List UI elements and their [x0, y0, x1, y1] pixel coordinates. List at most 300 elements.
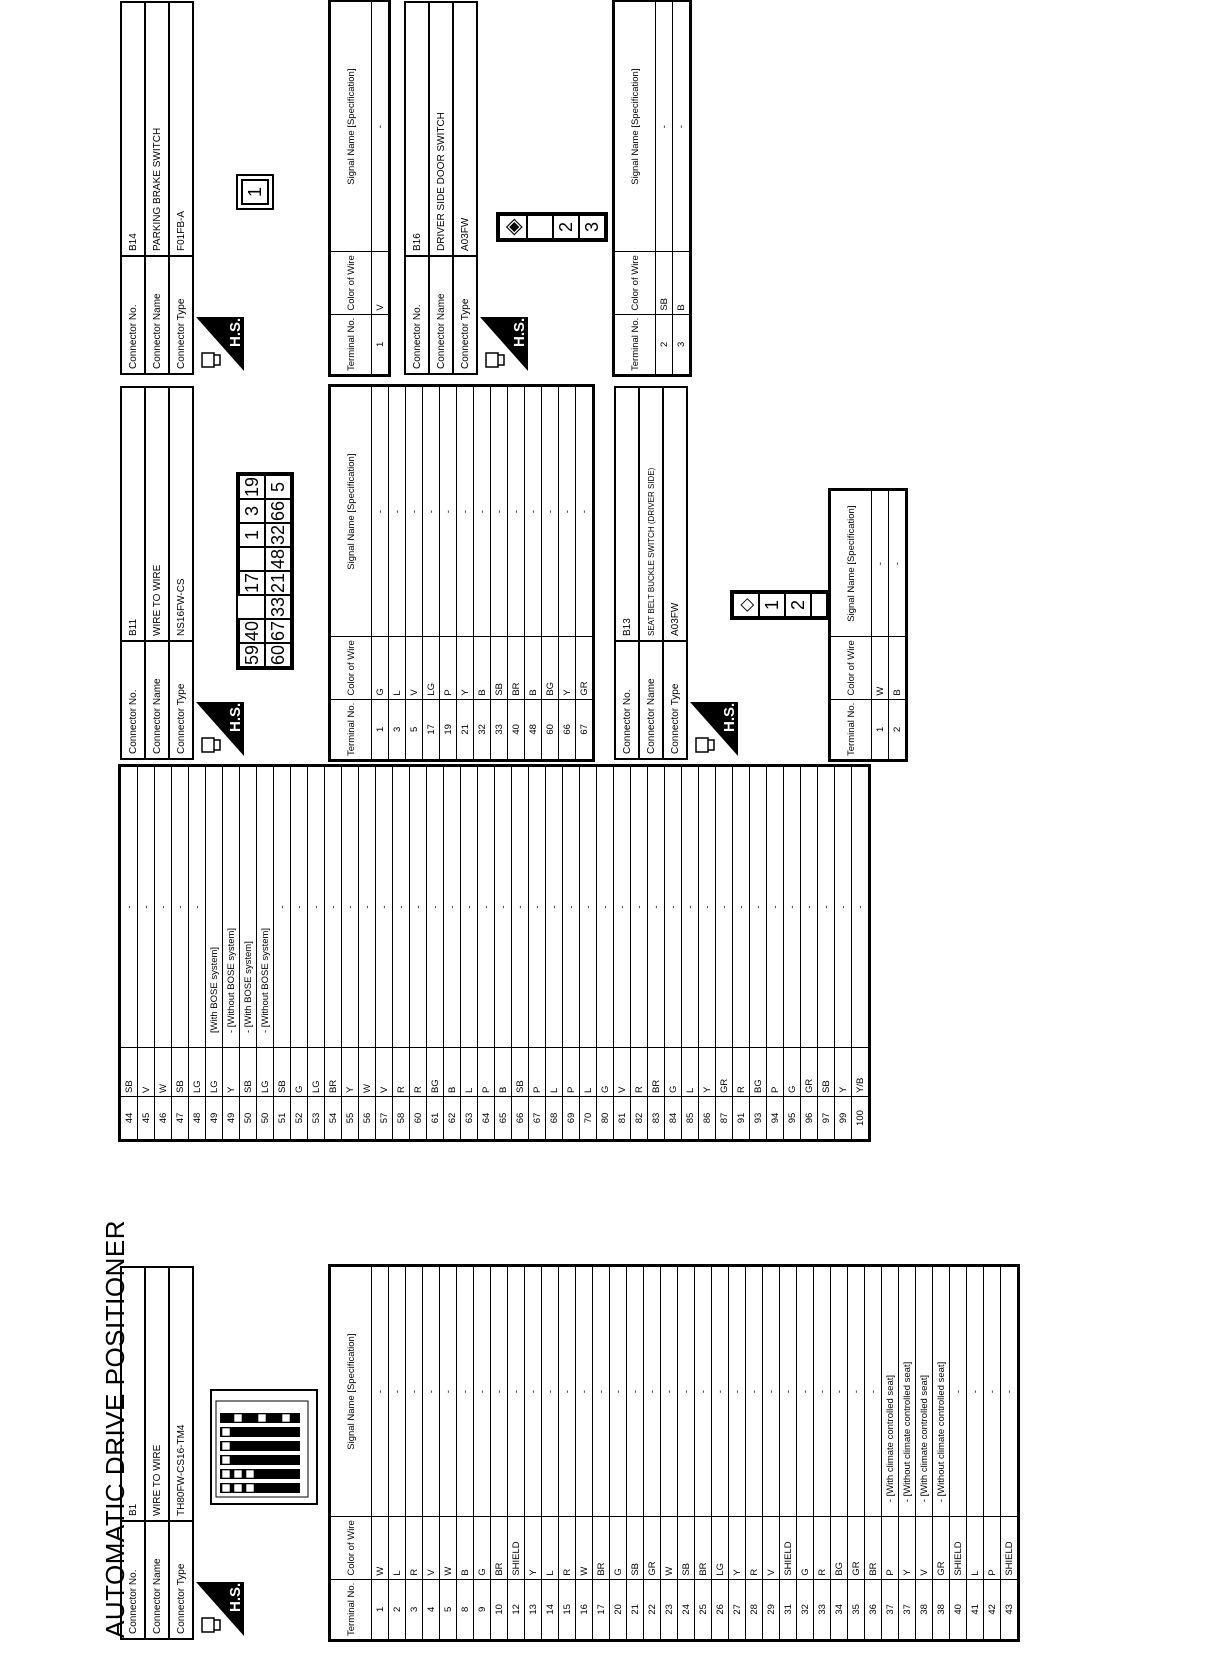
label-connector-no: Connector No. [615, 641, 639, 759]
pin-label: 67 [265, 619, 291, 643]
wire-color: P [767, 1048, 784, 1097]
pin-label: 5 [265, 475, 291, 499]
table-row [712, 1267, 729, 1640]
terminal-no: 82 [631, 1097, 648, 1140]
header-terminal-no: Terminal No. [331, 314, 372, 374]
wire-color: W [661, 1517, 678, 1579]
table-row [308, 767, 325, 1140]
table-row [542, 387, 559, 760]
svg-text:H.S.: H.S. [511, 317, 528, 347]
signal-name: - [814, 1267, 831, 1517]
signal-name: - [763, 1267, 780, 1517]
table-row [1001, 1267, 1018, 1640]
header-color-of-wire: Color of Wire [331, 1517, 372, 1579]
label-connector-type: Connector Type [453, 256, 477, 374]
terminal-no: 1 [372, 314, 389, 374]
wire-color: R [406, 1517, 423, 1579]
signal-name: - [889, 491, 906, 637]
terminal-no: 60 [542, 699, 559, 759]
terminal-no: 27 [729, 1579, 746, 1639]
table-row [372, 387, 389, 760]
signal-name: - [559, 1267, 576, 1517]
table-row [189, 767, 206, 1140]
wire-color: BR [695, 1517, 712, 1579]
wire-color: Y [899, 1517, 916, 1579]
terminal-no: 50 [240, 1097, 257, 1140]
signal-name: - [576, 1267, 593, 1517]
terminal-no: 97 [818, 1097, 835, 1140]
pin-label: 60 [265, 643, 291, 667]
b1-connector-no: B1 [121, 1267, 145, 1521]
wire-color: SHIELD [508, 1517, 525, 1579]
terminal-no: 53 [308, 1097, 325, 1140]
signal-name: - [121, 767, 138, 1048]
table-row [967, 1267, 984, 1640]
wire-color: W [872, 637, 889, 699]
terminal-no: 54 [325, 1097, 342, 1140]
table-row [406, 387, 423, 760]
signal-name: - [274, 767, 291, 1048]
terminal-no: 1 [372, 699, 389, 759]
terminal-no: 23 [661, 1579, 678, 1639]
wire-color: L [546, 1048, 563, 1097]
signal-name: - [440, 1267, 457, 1517]
table-header [331, 387, 372, 760]
label-connector-name: Connector Name [145, 256, 169, 374]
table-row [580, 767, 597, 1140]
wire-color: L [682, 1048, 699, 1097]
terminal-no: 15 [559, 1579, 576, 1639]
b14-connector-no: B14 [121, 2, 145, 256]
connector-b14-info [120, 1, 194, 375]
wire-color: P [440, 637, 457, 699]
table-header [331, 1267, 372, 1640]
table-row [342, 767, 359, 1140]
signal-name: - [508, 1267, 525, 1517]
wire-color: V [376, 1048, 393, 1097]
signal-name: - [542, 387, 559, 637]
terminal-no: 33 [814, 1579, 831, 1639]
signal-name: - [729, 1267, 746, 1517]
terminal-no: 40 [950, 1579, 967, 1639]
terminal-no: 17 [593, 1579, 610, 1639]
table-row [984, 1267, 1001, 1640]
table-row [767, 767, 784, 1140]
table-row [780, 1267, 797, 1640]
b11-connector-no: B11 [121, 387, 145, 641]
label-connector-type: Connector Type [169, 1521, 193, 1639]
table-row [393, 767, 410, 1140]
table-row [389, 1267, 406, 1640]
table-row [631, 767, 648, 1140]
signal-name: - [308, 767, 325, 1048]
wire-color: GR [848, 1517, 865, 1579]
wire-color: BG [831, 1517, 848, 1579]
wire-color: GR [933, 1517, 950, 1579]
signal-name: - [Without BOSE system] [257, 767, 274, 1048]
signal-name: - [508, 387, 525, 637]
signal-name: - [682, 767, 699, 1048]
table-row [457, 1267, 474, 1640]
b16-connector-type: A03FW [453, 2, 477, 256]
table-row [865, 1267, 882, 1640]
table-row [291, 767, 308, 1140]
signal-name: - [512, 767, 529, 1048]
label-connector-name: Connector Name [145, 641, 169, 759]
table-row [899, 1267, 916, 1640]
signal-name: - [627, 1267, 644, 1517]
table-row [665, 767, 682, 1140]
hs-icon [196, 317, 244, 371]
terminal-no: 22 [644, 1579, 661, 1639]
wire-color: LG [423, 637, 440, 699]
signal-name: - [491, 1267, 508, 1517]
wire-color: BR [865, 1517, 882, 1579]
signal-name: - [559, 387, 576, 637]
table-row [491, 1267, 508, 1640]
wire-color: B [457, 1517, 474, 1579]
terminal-no: 31 [780, 1579, 797, 1639]
terminal-no: 86 [699, 1097, 716, 1140]
signal-name: - [563, 767, 580, 1048]
header-color-of-wire: Color of Wire [331, 252, 372, 314]
table-row [559, 1267, 576, 1640]
b13-pin-table [830, 490, 906, 760]
wire-color: GR [716, 1048, 733, 1097]
terminal-no: 41 [967, 1579, 984, 1639]
b11-connector-face [236, 472, 294, 670]
table-row [410, 767, 427, 1140]
signal-name: - [With climate controlled seat] [882, 1267, 899, 1517]
wire-color: BG [542, 637, 559, 699]
wire-color: BR [648, 1048, 665, 1097]
wire-color: SB [121, 1048, 138, 1097]
wire-color: BR [508, 637, 525, 699]
table-row [818, 767, 835, 1140]
table-row [831, 1267, 848, 1640]
wire-color: P [984, 1517, 1001, 1579]
table-row [478, 767, 495, 1140]
pin-label: 21 [265, 571, 291, 595]
terminal-no: 85 [682, 1097, 699, 1140]
signal-name: - [372, 1267, 389, 1517]
header-signal-name: Signal Name [Specification] [331, 387, 372, 637]
wire-color: SB [627, 1517, 644, 1579]
table-row [512, 767, 529, 1140]
terminal-no: 49 [206, 1097, 223, 1140]
blank-slot [811, 593, 827, 617]
connector-b11-info [120, 386, 194, 760]
pin-label: 17 [239, 571, 265, 595]
wire-color: V [763, 1517, 780, 1579]
signal-name: - [665, 767, 682, 1048]
terminal-no: 38 [933, 1579, 950, 1639]
wire-color: LG [308, 1048, 325, 1097]
wire-color: G [784, 1048, 801, 1097]
table-row [546, 767, 563, 1140]
pin-label: 32 [265, 523, 291, 547]
table-row [673, 2, 690, 375]
wire-color: B [889, 637, 906, 699]
wire-color: Y [525, 1517, 542, 1579]
table-row [644, 1267, 661, 1640]
signal-name: - [872, 491, 889, 637]
wire-color: R [746, 1517, 763, 1579]
wire-color: W [155, 1048, 172, 1097]
pin-label: 33 [265, 595, 291, 619]
signal-name: - [1001, 1267, 1018, 1517]
wire-color: G [291, 1048, 308, 1097]
b1-pin-table-2 [120, 766, 869, 1140]
wire-color: BR [593, 1517, 610, 1579]
table-row [542, 1267, 559, 1640]
wire-color: V [406, 637, 423, 699]
key-slot [239, 547, 265, 571]
terminal-no: 57 [376, 1097, 393, 1140]
terminal-no: 40 [508, 699, 525, 759]
pin-label: 19 [239, 475, 265, 499]
table-header [615, 2, 656, 375]
pin-label: 3 [239, 499, 265, 523]
signal-name: - [Without BOSE system] [223, 767, 240, 1048]
table-row [559, 387, 576, 760]
signal-name: - [576, 387, 593, 637]
table-row [274, 767, 291, 1140]
signal-name: - [716, 767, 733, 1048]
wire-color: LG [189, 1048, 206, 1097]
terminal-no: 4 [423, 1579, 440, 1639]
header-terminal-no: Terminal No. [615, 314, 656, 374]
table-row [376, 767, 393, 1140]
terminal-no: 26 [712, 1579, 729, 1639]
table-header [331, 2, 372, 375]
table-row [474, 387, 491, 760]
signal-name: - [542, 1267, 559, 1517]
page-title: AUTOMATIC DRIVE POSITIONER [100, 1220, 130, 1638]
terminal-no: 21 [457, 699, 474, 759]
terminal-no: 45 [138, 1097, 155, 1140]
terminal-no: 48 [525, 699, 542, 759]
signal-name: - [865, 1267, 882, 1517]
b13-connector-no: B13 [615, 387, 639, 641]
wire-color: Y [342, 1048, 359, 1097]
pin-label: 2 [553, 215, 579, 239]
table-row [372, 2, 389, 375]
terminal-no: 32 [797, 1579, 814, 1639]
signal-name: - [852, 767, 869, 1048]
signal-name: - [801, 767, 818, 1048]
terminal-no: 42 [984, 1579, 1001, 1639]
table-row [525, 387, 542, 760]
terminal-no: 66 [512, 1097, 529, 1140]
header-signal-name: Signal Name [Specification] [615, 2, 656, 252]
header-terminal-no: Terminal No. [831, 699, 872, 759]
signal-name: - [656, 2, 673, 252]
header-signal-name: Signal Name [Specification] [331, 1267, 372, 1517]
b16-connector-name: DRIVER SIDE DOOR SWITCH [429, 2, 453, 256]
terminal-no: 69 [563, 1097, 580, 1140]
wire-color: Y [835, 1048, 852, 1097]
wire-color: V [916, 1517, 933, 1579]
signal-name: - [699, 767, 716, 1048]
wire-color: SB [172, 1048, 189, 1097]
signal-name: - [189, 767, 206, 1048]
wire-color: P [478, 1048, 495, 1097]
header-color-of-wire: Color of Wire [331, 637, 372, 699]
terminal-no: 55 [342, 1097, 359, 1140]
wire-color: V [614, 1048, 631, 1097]
terminal-no: 100 [852, 1097, 869, 1140]
signal-name: - [393, 767, 410, 1048]
signal-name: - [389, 1267, 406, 1517]
signal-name: - [474, 1267, 491, 1517]
b1-connector-type: TH80FW-CS16-TM4 [169, 1267, 193, 1521]
table-row [597, 767, 614, 1140]
terminal-no: 9 [474, 1579, 491, 1639]
pin-label: 66 [265, 499, 291, 523]
terminal-no: 66 [559, 699, 576, 759]
table-row [699, 767, 716, 1140]
table-row [801, 767, 818, 1140]
signal-name: - [648, 767, 665, 1048]
table-row [423, 1267, 440, 1640]
label-connector-type: Connector Type [663, 641, 687, 759]
header-color-of-wire: Color of Wire [831, 637, 872, 699]
pin-label: 3 [579, 215, 605, 239]
signal-name: - [580, 767, 597, 1048]
terminal-no: 28 [746, 1579, 763, 1639]
signal-name: - [831, 1267, 848, 1517]
signal-name: - [746, 1267, 763, 1517]
terminal-no: 32 [474, 699, 491, 759]
hs-icon [196, 1582, 244, 1636]
wire-color: Y [223, 1048, 240, 1097]
label-connector-type: Connector Type [169, 256, 193, 374]
wire-color: W [359, 1048, 376, 1097]
table-row [872, 491, 889, 760]
wire-color: BR [491, 1517, 508, 1579]
wire-color: SB [656, 252, 673, 314]
signal-name: - [712, 1267, 729, 1517]
wire-color: BG [750, 1048, 767, 1097]
b1-pin-table-1 [330, 1266, 1018, 1640]
header-color-of-wire: Color of Wire [615, 252, 656, 314]
b14-connector-type: F01FB-A [169, 2, 193, 256]
signal-name: - [678, 1267, 695, 1517]
wire-color: Y [729, 1517, 746, 1579]
wire-color: BR [325, 1048, 342, 1097]
signal-name: - [818, 767, 835, 1048]
signal-name: - [848, 1267, 865, 1517]
wire-color: LG [206, 1048, 223, 1097]
terminal-no: 52 [291, 1097, 308, 1140]
terminal-no: 99 [835, 1097, 852, 1140]
wire-color: L [461, 1048, 478, 1097]
svg-text:H.S.: H.S. [721, 702, 738, 732]
signal-name: - [410, 767, 427, 1048]
table-row [784, 767, 801, 1140]
table-row [223, 767, 240, 1140]
table-row [457, 387, 474, 760]
terminal-no: 46 [155, 1097, 172, 1140]
wire-color: GR [576, 637, 593, 699]
wire-color: SB [240, 1048, 257, 1097]
terminal-no: 94 [767, 1097, 784, 1140]
signal-name: - [950, 1267, 967, 1517]
wire-color: SB [678, 1517, 695, 1579]
signal-name: - [406, 1267, 423, 1517]
table-row [389, 387, 406, 760]
terminal-no: 64 [478, 1097, 495, 1140]
table-row [461, 767, 478, 1140]
signal-name: - [423, 387, 440, 637]
terminal-no: 2 [889, 699, 906, 759]
signal-name: - [695, 1267, 712, 1517]
signal-name: - [597, 767, 614, 1048]
terminal-no: 20 [610, 1579, 627, 1639]
pin-label: 59 [239, 643, 265, 667]
wire-color: L [967, 1517, 984, 1579]
label-connector-no: Connector No. [121, 1521, 145, 1639]
terminal-no: 38 [916, 1579, 933, 1639]
wire-color: G [474, 1517, 491, 1579]
table-row [155, 767, 172, 1140]
signal-name: - [525, 387, 542, 637]
wire-color: SHIELD [780, 1517, 797, 1579]
hs-icon [480, 317, 528, 371]
wire-color: L [389, 1517, 406, 1579]
signal-name: - [291, 767, 308, 1048]
b13-connector-face [730, 590, 830, 620]
signal-name: - [Without climate controlled seat] [899, 1267, 916, 1517]
terminal-no: 68 [546, 1097, 563, 1140]
connector-b13-info [614, 386, 688, 760]
signal-name: - [427, 767, 444, 1048]
pin-label: 48 [265, 547, 291, 571]
signal-name: - [376, 767, 393, 1048]
terminal-no: 50 [257, 1097, 274, 1140]
pin-label: 1 [242, 180, 268, 204]
table-row [440, 1267, 457, 1640]
header-signal-name: Signal Name [Specification] [331, 2, 372, 252]
table-row [763, 1267, 780, 1640]
table-row [889, 491, 906, 760]
wire-color: G [597, 1048, 614, 1097]
terminal-no: 3 [389, 699, 406, 759]
terminal-no: 10 [491, 1579, 508, 1639]
label-connector-no: Connector No. [405, 256, 429, 374]
terminal-no: 67 [576, 699, 593, 759]
table-row [729, 1267, 746, 1640]
header-signal-name: Signal Name [Specification] [831, 491, 872, 637]
table-row [240, 767, 257, 1140]
terminal-no: 58 [393, 1097, 410, 1140]
terminal-no: 65 [495, 1097, 512, 1140]
signal-name: - [423, 1267, 440, 1517]
terminal-no: 34 [831, 1579, 848, 1639]
wire-color: LG [712, 1517, 729, 1579]
terminal-no: 60 [410, 1097, 427, 1140]
signal-name: - [610, 1267, 627, 1517]
terminal-no: 43 [1001, 1579, 1018, 1639]
table-row [529, 767, 546, 1140]
b14-pin-table [330, 1, 389, 375]
terminal-no: 3 [673, 314, 690, 374]
signal-name: - [457, 387, 474, 637]
terminal-no: 2 [656, 314, 673, 374]
signal-name: - [155, 767, 172, 1048]
b16-connector-no: B16 [405, 2, 429, 256]
